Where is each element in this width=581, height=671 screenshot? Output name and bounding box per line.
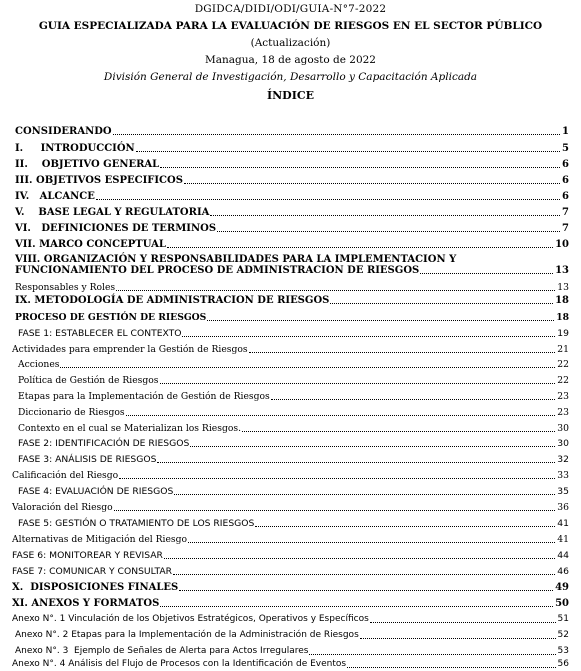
toc-entry-text: X. DISPOSICIONES FINALES	[12, 582, 179, 593]
index-title: ÍNDICE	[266, 89, 315, 102]
toc-page-number: 36	[557, 502, 569, 513]
toc-page-number: 18	[555, 295, 569, 306]
toc-dot-leader	[119, 477, 555, 479]
toc-page-number: 6	[562, 175, 569, 186]
toc-dot-leader	[330, 302, 553, 304]
toc-entry-text: Etapas para la Implementación de Gestión de Riesgos	[18, 391, 270, 402]
toc-page-number: 13	[557, 282, 569, 293]
toc-page-number: 7	[562, 223, 569, 234]
toc-entry-text: Alternativas de Mitigación del Riesgo	[12, 534, 188, 545]
document-date: Managua, 18 de agosto de 2022	[205, 54, 376, 66]
toc-entry-text: Calificación del Riesgo	[12, 470, 119, 481]
toc-entry-text: VI. DEFINICIONES DE TERMINOS	[15, 223, 217, 234]
toc-dot-leader	[126, 414, 556, 416]
toc-entry-fase-2[interactable]	[18, 436, 569, 450]
toc-page-number: 49	[555, 582, 569, 593]
toc-entry-text: Diccionario de Riesgos	[18, 407, 125, 418]
toc-entry-text: IV. ALCANCE	[15, 191, 95, 202]
toc-page-number: 13	[555, 265, 569, 276]
toc-entry-definiciones[interactable]	[15, 221, 569, 235]
toc-dot-leader	[157, 461, 555, 463]
toc-entry-text: I. INTRODUCCIÓN	[15, 143, 135, 154]
toc-page-number: 6	[562, 159, 569, 170]
toc-page-number: 50	[555, 598, 569, 609]
toc-entry-alcance[interactable]	[15, 189, 569, 203]
toc-entry-text: FASE 4: EVALUACIÓN DE RIESGOS	[18, 486, 174, 497]
toc-page-number: 41	[557, 534, 569, 545]
toc-entry-objetivos-especificos[interactable]	[15, 173, 569, 187]
toc-entry-text: XI. ANEXOS Y FORMATOS	[12, 598, 160, 609]
toc-entry-text: Acciones	[18, 359, 60, 370]
toc-entry-anexo-4[interactable]	[12, 657, 569, 671]
toc-page-number: 46	[557, 566, 569, 577]
toc-page-number: 53	[557, 646, 569, 656]
toc-entry-proceso-gestion[interactable]	[15, 310, 569, 324]
toc-page-number: 10	[555, 239, 569, 250]
toc-dot-leader	[96, 198, 560, 200]
toc-entry-organizacion[interactable]	[15, 263, 569, 277]
toc-dot-leader	[370, 621, 556, 623]
document-code: DGIDCA/DIDI/ODI/GUIA-N°7-2022	[194, 3, 387, 15]
toc-dot-leader	[160, 166, 560, 168]
toc-entry-fase-1[interactable]	[18, 326, 569, 340]
toc-dot-leader	[188, 541, 555, 543]
toc-page-number: 30	[557, 423, 569, 434]
toc-entry-text: Anexo N°. 4 Análisis del Flujo de Procesos con la Identificación de Eventos	[12, 659, 347, 669]
toc-entry-text: FUNCIONAMIENTO DEL PROCESO DE ADMINISTRACION DE RIESGOS	[15, 265, 420, 276]
toc-entry-text: FASE 7: COMUNICAR Y CONSULTAR	[12, 566, 173, 577]
toc-entry-organizacion-line1[interactable]: VIII. ORGANIZACIÓN Y RESPONSABILIDADES PARA LA IMPLEMENTACION Y	[15, 254, 457, 265]
document-title: GUIA ESPECIALIZADA PARA LA EVALUACIÓN DE RIESGOS EN EL SECTOR PÚBLICO	[38, 20, 543, 32]
toc-dot-leader	[210, 214, 560, 216]
toc-entry-anexos[interactable]	[12, 596, 569, 610]
toc-dot-leader	[255, 525, 555, 527]
toc-page-number: 41	[557, 518, 569, 529]
toc-entry-calificacion[interactable]	[12, 468, 569, 482]
toc-entry-text: FASE 2: IDENTIFICACIÓN DE RIESGOS	[18, 438, 190, 449]
toc-entry-base-legal[interactable]	[15, 205, 569, 219]
toc-entry-text: Contexto en el cual se Materializan los Riesgos.	[18, 423, 241, 434]
toc-dot-leader	[113, 133, 560, 135]
toc-entry-text: IX. METODOLOGÍA DE ADMINISTRACION DE RIESGOS	[15, 295, 330, 306]
toc-dot-leader	[182, 335, 555, 337]
toc-dot-leader	[164, 557, 555, 559]
toc-entry-anexo-1[interactable]	[12, 612, 569, 626]
toc-entry-fase-7[interactable]	[12, 564, 569, 578]
toc-entry-anexo-2[interactable]	[15, 628, 569, 642]
toc-page-number: 35	[557, 486, 569, 497]
toc-entry-text: V. BASE LEGAL Y REGULATORIA	[15, 207, 210, 218]
toc-dot-leader	[271, 398, 556, 400]
toc-dot-leader	[242, 430, 555, 432]
toc-dot-leader	[160, 382, 556, 384]
toc-page-number: 22	[557, 375, 569, 386]
toc-page-number: 5	[562, 143, 569, 154]
toc-entry-fase-6[interactable]	[12, 548, 569, 562]
toc-page-number: 30	[557, 438, 569, 449]
toc-entry-actividades[interactable]	[12, 342, 569, 356]
toc-page-number: 51	[557, 614, 569, 624]
toc-entry-politica[interactable]	[18, 373, 569, 387]
toc-entry-text: Anexo N°. 3 Ejemplo de Señales de Alerta para Actos Irregulares	[15, 646, 309, 656]
toc-entry-fase-4[interactable]	[18, 484, 569, 498]
toc-entry-acciones[interactable]	[18, 357, 569, 371]
toc-entry-text: III. OBJETIVOS ESPECIFICOS	[15, 175, 183, 186]
toc-entry-metodologia[interactable]	[15, 293, 569, 307]
toc-entry-text: FASE 6: MONITOREAR Y REVISAR	[12, 550, 163, 561]
toc-dot-leader	[309, 653, 555, 655]
toc-page-number: 1	[562, 126, 569, 137]
toc-page-number: 52	[557, 630, 569, 640]
toc-dot-leader	[347, 666, 555, 668]
toc-entry-text: Valoración del Riesgo	[12, 502, 113, 513]
toc-entry-fase-3[interactable]	[18, 452, 569, 466]
toc-entry-text: Política de Gestión de Riesgos	[18, 375, 159, 386]
document-update-note: (Actualización)	[250, 37, 331, 49]
toc-dot-leader	[217, 230, 560, 232]
toc-entry-fase-5[interactable]	[18, 516, 569, 530]
toc-entry-contexto[interactable]	[18, 421, 569, 435]
toc-page-number: 44	[557, 550, 569, 561]
toc-entry-objetivo-general[interactable]	[15, 157, 569, 171]
toc-entry-alternativas[interactable]	[12, 532, 569, 546]
toc-entry-text: PROCESO DE GESTIÓN DE RIESGOS	[15, 312, 207, 323]
toc-entry-text: FASE 1: ESTABLECER EL CONTEXTO	[18, 328, 182, 339]
toc-page-number: 18	[556, 312, 569, 323]
toc-entry-responsables[interactable]	[15, 280, 569, 294]
toc-dot-leader	[420, 272, 553, 274]
toc-entry-diccionario[interactable]	[18, 405, 569, 419]
toc-dot-leader	[116, 289, 555, 291]
toc-entry-text: Anexo N°. 1 Vinculación de los Objetivos Estratégicos, Operativos y Específicos	[12, 614, 369, 624]
toc-page-number: 22	[557, 359, 569, 370]
toc-page-number: 6	[562, 191, 569, 202]
toc-dot-leader	[207, 319, 554, 321]
toc-dot-leader	[184, 182, 560, 184]
toc-dot-leader	[173, 573, 555, 575]
toc-dot-leader	[136, 150, 560, 152]
toc-entry-text: II. OBJETIVO GENERAL	[15, 159, 160, 170]
toc-entry-text: CONSIDERANDO	[15, 126, 112, 137]
toc-entry-valoracion[interactable]	[12, 500, 569, 514]
toc-page-number: 23	[557, 407, 569, 418]
toc-entry-text: Responsables y Roles	[15, 282, 116, 293]
toc-entry-etapas[interactable]	[18, 389, 569, 403]
toc-entry-introduccion[interactable]	[15, 141, 569, 155]
toc-dot-leader	[114, 509, 556, 511]
toc-entry-marco-conceptual[interactable]	[15, 237, 569, 251]
toc-entry-text: FASE 3: ANÁLISIS DE RIESGOS	[18, 454, 157, 465]
toc-page-number: 7	[562, 207, 569, 218]
toc-dot-leader	[60, 366, 555, 368]
document-division: División General de Investigación, Desarrollo y Capacitación Aplicada	[103, 71, 478, 83]
toc-entry-text: FASE 5: GESTIÓN O TRATAMIENTO DE LOS RIESGOS	[18, 518, 255, 529]
toc-entry-text: Anexo N°. 2 Etapas para la Implementación de la Administración de Riesgos	[15, 630, 359, 640]
toc-page-number: 19	[557, 328, 569, 339]
toc-entry-disposiciones[interactable]	[12, 580, 569, 594]
toc-page-number: 33	[557, 470, 569, 481]
toc-page-number: 21	[557, 344, 569, 355]
toc-page-number: 32	[557, 454, 569, 465]
toc-entry-anexo-3[interactable]	[15, 644, 569, 658]
toc-dot-leader	[190, 445, 555, 447]
toc-dot-leader	[160, 605, 553, 607]
toc-dot-leader	[179, 589, 553, 591]
toc-page-number: 23	[557, 391, 569, 402]
toc-entry-text: VII. MARCO CONCEPTUAL	[15, 239, 166, 250]
toc-dot-leader	[174, 493, 555, 495]
toc-page-number: 56	[557, 659, 569, 669]
toc-entry-considerando[interactable]	[15, 124, 569, 138]
toc-dot-leader	[360, 637, 556, 639]
toc-entry-text: Actividades para emprender la Gestión de Riesgos	[12, 344, 248, 355]
toc-dot-leader	[249, 351, 556, 353]
toc-dot-leader	[167, 246, 553, 248]
